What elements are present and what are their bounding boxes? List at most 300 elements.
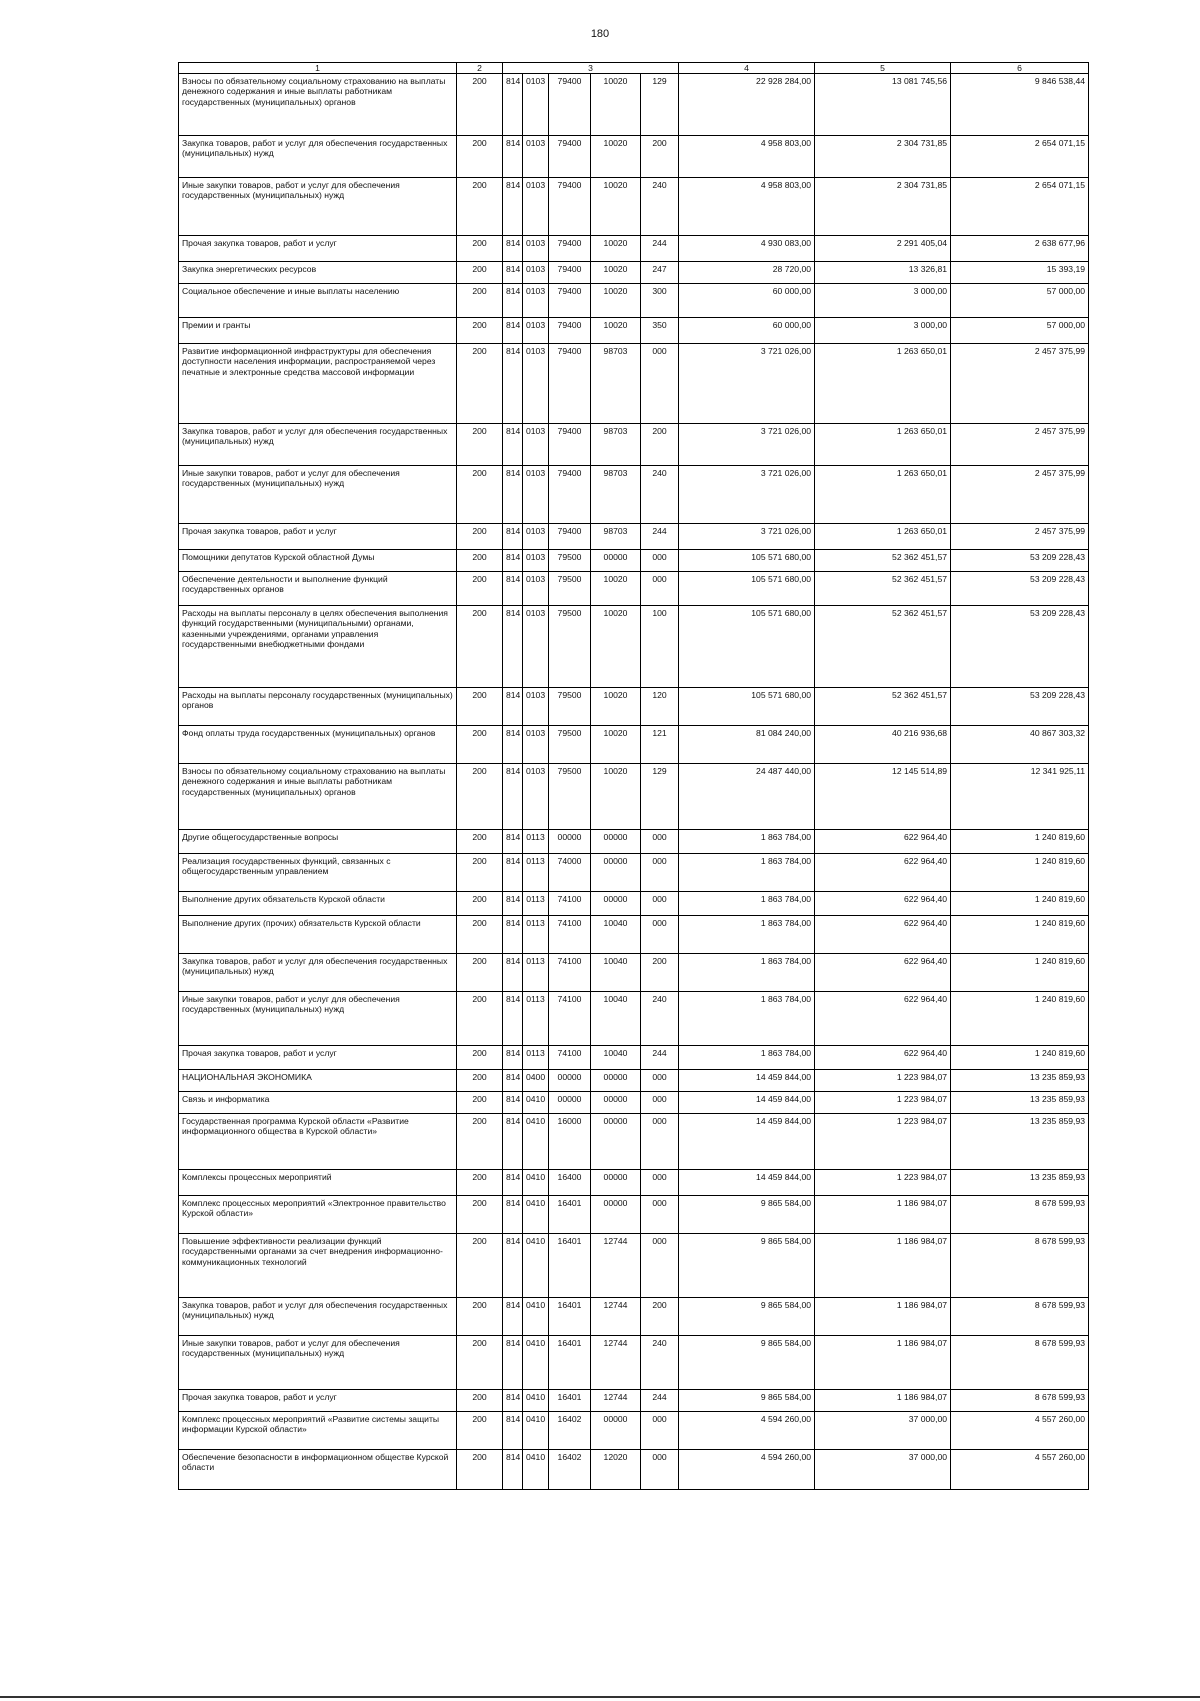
table-row [179,236,1089,262]
col-3-code-a: 814 [503,726,523,764]
col-3-code-e: 200 [641,954,679,992]
col-6-amount: 2 457 375,99 [951,466,1089,524]
col-4-amount: 4 930 083,00 [679,236,815,262]
col-3-code-e: 000 [641,344,679,424]
col-3-code-a: 814 [503,1336,523,1390]
col-3-code-c: 79500 [549,726,591,764]
col-3-code-b: 0103 [523,466,549,524]
col-5-amount: 2 291 405,04 [815,236,951,262]
col-3-code-b: 0410 [523,1114,549,1170]
col-5-amount: 3 000,00 [815,318,951,344]
row-description: Прочая закупка товаров, работ и услуг [179,236,457,262]
col-3-code-a: 814 [503,1412,523,1450]
table-row [179,550,1089,572]
col-2-code: 200 [457,1412,503,1450]
col-3-code-b: 0113 [523,854,549,892]
col-2-code: 200 [457,1046,503,1070]
col-2-code: 200 [457,236,503,262]
table-row [179,764,1089,830]
col-2-code: 200 [457,178,503,236]
row-description: Социальное обеспечение и иные выплаты населению [179,284,457,318]
col-3-code-a: 814 [503,550,523,572]
table-row [179,892,1089,916]
table-row [179,854,1089,892]
col-5-amount: 1 186 984,07 [815,1234,951,1298]
col-3-code-d: 10020 [591,726,641,764]
col-6-amount: 53 209 228,43 [951,572,1089,606]
row-description: Взносы по обязательному социальному страхованию на выплаты денежного содержания и иные выплаты работникам государственных (муниципальных) органов [179,74,457,136]
col-3-code-c: 16402 [549,1412,591,1450]
col-3-code-d: 98703 [591,466,641,524]
col-2-code: 200 [457,688,503,726]
col-3-code-e: 000 [641,854,679,892]
col-3-code-b: 0103 [523,318,549,344]
col-3-code-d: 00000 [591,550,641,572]
col-3-code-c: 79400 [549,344,591,424]
col-3-code-a: 814 [503,1390,523,1412]
col-3-code-b: 0103 [523,136,549,178]
table-row [179,284,1089,318]
col-5-amount: 1 186 984,07 [815,1298,951,1336]
col-3-code-e: 000 [641,1412,679,1450]
table-row [179,606,1089,688]
col-3-code-c: 16400 [549,1170,591,1196]
col-2-code: 200 [457,606,503,688]
table-row [179,916,1089,954]
col-3-code-e: 200 [641,424,679,466]
col-3-code-c: 79400 [549,318,591,344]
col-2-code: 200 [457,954,503,992]
header-col-2: 2 [457,63,503,74]
col-3-code-c: 79500 [549,606,591,688]
col-4-amount: 28 720,00 [679,262,815,284]
row-description: Государственная программа Курской области «Развитие информационного общества в Курской области» [179,1114,457,1170]
col-3-code-e: 240 [641,178,679,236]
header-row [179,63,1089,74]
col-2-code: 200 [457,1234,503,1298]
col-3-code-d: 00000 [591,1070,641,1092]
col-4-amount: 60 000,00 [679,284,815,318]
col-3-code-c: 79500 [549,688,591,726]
table-row [179,1412,1089,1450]
col-3-code-b: 0103 [523,572,549,606]
col-5-amount: 622 964,40 [815,1046,951,1070]
col-5-amount: 622 964,40 [815,830,951,854]
col-3-code-e: 240 [641,1336,679,1390]
col-4-amount: 24 487 440,00 [679,764,815,830]
col-6-amount: 9 846 538,44 [951,74,1089,136]
table-row [179,424,1089,466]
table-row [179,954,1089,992]
col-6-amount: 1 240 819,60 [951,916,1089,954]
col-3-code-c: 74100 [549,992,591,1046]
col-3-code-c: 79400 [549,424,591,466]
col-3-code-b: 0103 [523,550,549,572]
col-3-code-e: 120 [641,688,679,726]
col-3-code-b: 0410 [523,1412,549,1450]
col-3-code-c: 16401 [549,1196,591,1234]
col-3-code-e: 000 [641,892,679,916]
col-3-code-d: 10020 [591,236,641,262]
row-description: Помощники депутатов Курской областной Думы [179,550,457,572]
col-6-amount: 2 654 071,15 [951,136,1089,178]
col-4-amount: 9 865 584,00 [679,1298,815,1336]
col-3-code-c: 79400 [549,524,591,550]
table-row [179,262,1089,284]
col-3-code-a: 814 [503,318,523,344]
col-3-code-e: 244 [641,236,679,262]
col-3-code-c: 79400 [549,262,591,284]
col-3-code-b: 0103 [523,424,549,466]
col-3-code-b: 0410 [523,1298,549,1336]
col-3-code-c: 00000 [549,1092,591,1114]
table-row [179,178,1089,236]
col-3-code-d: 98703 [591,344,641,424]
col-5-amount: 13 326,81 [815,262,951,284]
col-3-code-b: 0113 [523,992,549,1046]
col-3-code-e: 000 [641,550,679,572]
col-3-code-e: 244 [641,524,679,550]
col-3-code-c: 79500 [549,764,591,830]
row-description: Реализация государственных функций, связанных с общегосударственным управлением [179,854,457,892]
header-col-3: 3 [503,63,679,74]
row-description: НАЦИОНАЛЬНАЯ ЭКОНОМИКА [179,1070,457,1092]
col-3-code-c: 79500 [549,550,591,572]
col-4-amount: 3 721 026,00 [679,466,815,524]
header-col-1: 1 [179,63,457,74]
table-row [179,1298,1089,1336]
col-4-amount: 81 084 240,00 [679,726,815,764]
row-description: Иные закупки товаров, работ и услуг для обеспечения государственных (муниципальных) нужд [179,992,457,1046]
col-5-amount: 622 964,40 [815,916,951,954]
row-description: Связь и информатика [179,1092,457,1114]
col-3-code-c: 16000 [549,1114,591,1170]
row-description: Развитие информационной инфраструктуры для обеспечения доступности населения информации, распространяемой через печатные и электронные средства массовой информации [179,344,457,424]
col-2-code: 200 [457,344,503,424]
col-3-code-c: 74100 [549,954,591,992]
table-row [179,1450,1089,1490]
col-3-code-c: 74100 [549,892,591,916]
col-5-amount: 52 362 451,57 [815,606,951,688]
col-3-code-e: 350 [641,318,679,344]
table-row [179,726,1089,764]
row-description: Выполнение других обязательств Курской области [179,892,457,916]
col-3-code-d: 00000 [591,830,641,854]
col-6-amount: 2 638 677,96 [951,236,1089,262]
col-4-amount: 1 863 784,00 [679,916,815,954]
col-5-amount: 1 263 650,01 [815,344,951,424]
col-3-code-a: 814 [503,236,523,262]
col-2-code: 200 [457,1070,503,1092]
col-3-code-d: 12744 [591,1234,641,1298]
col-4-amount: 1 863 784,00 [679,892,815,916]
col-3-code-c: 79400 [549,136,591,178]
col-3-code-a: 814 [503,764,523,830]
col-3-code-a: 814 [503,1298,523,1336]
col-3-code-c: 16401 [549,1390,591,1412]
col-5-amount: 52 362 451,57 [815,688,951,726]
col-3-code-d: 10040 [591,916,641,954]
col-4-amount: 4 958 803,00 [679,178,815,236]
col-3-code-a: 814 [503,1070,523,1092]
col-2-code: 200 [457,1450,503,1490]
col-3-code-a: 814 [503,136,523,178]
col-3-code-d: 10020 [591,572,641,606]
col-3-code-c: 00000 [549,830,591,854]
col-2-code: 200 [457,572,503,606]
col-3-code-a: 814 [503,284,523,318]
col-3-code-b: 0113 [523,830,549,854]
col-3-code-e: 300 [641,284,679,318]
col-4-amount: 9 865 584,00 [679,1336,815,1390]
col-5-amount: 1 223 984,07 [815,1114,951,1170]
col-2-code: 200 [457,136,503,178]
col-4-amount: 1 863 784,00 [679,992,815,1046]
col-2-code: 200 [457,1336,503,1390]
table-row [179,992,1089,1046]
col-4-amount: 14 459 844,00 [679,1092,815,1114]
row-description: Премии и гранты [179,318,457,344]
col-3-code-d: 12744 [591,1298,641,1336]
col-3-code-d: 00000 [591,1170,641,1196]
table-row [179,1070,1089,1092]
col-3-code-e: 000 [641,572,679,606]
col-3-code-a: 814 [503,892,523,916]
col-6-amount: 53 209 228,43 [951,550,1089,572]
col-3-code-b: 0103 [523,74,549,136]
col-3-code-e: 200 [641,1298,679,1336]
col-5-amount: 2 304 731,85 [815,178,951,236]
col-4-amount: 1 863 784,00 [679,954,815,992]
budget-table-container [178,62,1088,1490]
col-3-code-b: 0410 [523,1170,549,1196]
col-3-code-d: 00000 [591,854,641,892]
col-5-amount: 622 964,40 [815,892,951,916]
col-3-code-d: 00000 [591,1092,641,1114]
row-description: Закупка товаров, работ и услуг для обеспечения государственных (муниципальных) нужд [179,954,457,992]
col-4-amount: 4 594 260,00 [679,1450,815,1490]
col-3-code-a: 814 [503,1450,523,1490]
col-3-code-c: 79500 [549,572,591,606]
col-2-code: 200 [457,466,503,524]
col-2-code: 200 [457,1390,503,1412]
row-description: Иные закупки товаров, работ и услуг для обеспечения государственных (муниципальных) нужд [179,178,457,236]
row-description: Иные закупки товаров, работ и услуг для обеспечения государственных (муниципальных) нужд [179,466,457,524]
col-3-code-d: 10020 [591,688,641,726]
col-3-code-c: 79400 [549,74,591,136]
col-5-amount: 1 263 650,01 [815,424,951,466]
col-3-code-e: 244 [641,1046,679,1070]
table-row [179,1390,1089,1412]
header-col-4: 4 [679,63,815,74]
col-5-amount: 622 964,40 [815,954,951,992]
row-description: Прочая закупка товаров, работ и услуг [179,524,457,550]
col-3-code-d: 12744 [591,1390,641,1412]
row-description: Иные закупки товаров, работ и услуг для обеспечения государственных (муниципальных) нужд [179,1336,457,1390]
col-5-amount: 622 964,40 [815,854,951,892]
col-4-amount: 9 865 584,00 [679,1234,815,1298]
col-6-amount: 15 393,19 [951,262,1089,284]
col-3-code-d: 00000 [591,1114,641,1170]
table-row [179,1234,1089,1298]
col-3-code-e: 100 [641,606,679,688]
col-3-code-b: 0103 [523,606,549,688]
col-2-code: 200 [457,550,503,572]
table-row [179,1196,1089,1234]
col-2-code: 200 [457,318,503,344]
col-2-code: 200 [457,1092,503,1114]
col-3-code-e: 000 [641,1070,679,1092]
col-4-amount: 60 000,00 [679,318,815,344]
col-3-code-c: 74100 [549,916,591,954]
col-4-amount: 14 459 844,00 [679,1114,815,1170]
col-3-code-b: 0410 [523,1196,549,1234]
col-3-code-c: 16401 [549,1234,591,1298]
col-3-code-e: 240 [641,992,679,1046]
col-3-code-d: 00000 [591,1412,641,1450]
col-3-code-d: 12020 [591,1450,641,1490]
col-3-code-b: 0103 [523,262,549,284]
col-6-amount: 8 678 599,93 [951,1234,1089,1298]
row-description: Закупка товаров, работ и услуг для обеспечения государственных (муниципальных) нужд [179,424,457,466]
col-4-amount: 14 459 844,00 [679,1070,815,1092]
col-2-code: 200 [457,74,503,136]
col-2-code: 200 [457,424,503,466]
col-4-amount: 9 865 584,00 [679,1196,815,1234]
col-6-amount: 2 457 375,99 [951,344,1089,424]
col-3-code-a: 814 [503,1092,523,1114]
col-3-code-c: 74100 [549,1046,591,1070]
col-6-amount: 12 341 925,11 [951,764,1089,830]
col-3-code-d: 98703 [591,524,641,550]
row-description: Взносы по обязательному социальному страхованию на выплаты денежного содержания и иные выплаты работникам государственных (муниципальных) органов [179,764,457,830]
row-description: Закупка энергетических ресурсов [179,262,457,284]
row-description: Расходы на выплаты персоналу государственных (муниципальных) органов [179,688,457,726]
row-description: Фонд оплаты труда государственных (муниципальных) органов [179,726,457,764]
col-3-code-b: 0410 [523,1234,549,1298]
col-6-amount: 13 235 859,93 [951,1114,1089,1170]
table-row [179,466,1089,524]
col-6-amount: 13 235 859,93 [951,1092,1089,1114]
col-6-amount: 13 235 859,93 [951,1070,1089,1092]
row-description: Комплекс процессных мероприятий «Электронное правительство Курской области» [179,1196,457,1234]
col-4-amount: 1 863 784,00 [679,830,815,854]
col-6-amount: 8 678 599,93 [951,1196,1089,1234]
col-4-amount: 4 594 260,00 [679,1412,815,1450]
row-description: Выполнение других (прочих) обязательств Курской области [179,916,457,954]
table-row [179,1092,1089,1114]
col-3-code-b: 0400 [523,1070,549,1092]
col-3-code-e: 000 [641,1196,679,1234]
col-3-code-a: 814 [503,424,523,466]
col-3-code-b: 0113 [523,916,549,954]
col-3-code-e: 000 [641,1450,679,1490]
col-3-code-a: 814 [503,830,523,854]
col-3-code-a: 814 [503,466,523,524]
col-5-amount: 37 000,00 [815,1412,951,1450]
col-3-code-d: 00000 [591,1196,641,1234]
col-2-code: 200 [457,1114,503,1170]
col-3-code-c: 79400 [549,284,591,318]
col-3-code-e: 000 [641,916,679,954]
col-6-amount: 40 867 303,32 [951,726,1089,764]
col-4-amount: 105 571 680,00 [679,550,815,572]
col-3-code-d: 00000 [591,892,641,916]
col-5-amount: 622 964,40 [815,992,951,1046]
col-4-amount: 9 865 584,00 [679,1390,815,1412]
col-5-amount: 1 223 984,07 [815,1092,951,1114]
col-2-code: 200 [457,830,503,854]
col-6-amount: 1 240 819,60 [951,830,1089,854]
col-6-amount: 13 235 859,93 [951,1170,1089,1196]
col-3-code-d: 10020 [591,318,641,344]
col-3-code-d: 10020 [591,284,641,318]
col-6-amount: 2 457 375,99 [951,424,1089,466]
col-3-code-c: 16401 [549,1336,591,1390]
col-3-code-c: 16402 [549,1450,591,1490]
col-5-amount: 1 186 984,07 [815,1390,951,1412]
col-5-amount: 1 186 984,07 [815,1336,951,1390]
page-bottom-rule [0,1696,1200,1698]
col-6-amount: 1 240 819,60 [951,892,1089,916]
col-5-amount: 52 362 451,57 [815,550,951,572]
col-5-amount: 3 000,00 [815,284,951,318]
col-4-amount: 105 571 680,00 [679,606,815,688]
col-6-amount: 2 654 071,15 [951,178,1089,236]
col-3-code-d: 10020 [591,606,641,688]
budget-table [178,62,1089,1490]
col-3-code-a: 814 [503,1114,523,1170]
col-3-code-c: 79400 [549,466,591,524]
col-3-code-a: 814 [503,606,523,688]
table-row [179,524,1089,550]
col-3-code-a: 814 [503,344,523,424]
col-3-code-a: 814 [503,524,523,550]
col-5-amount: 1 223 984,07 [815,1070,951,1092]
col-3-code-a: 814 [503,854,523,892]
col-3-code-b: 0103 [523,236,549,262]
col-3-code-e: 000 [641,1234,679,1298]
table-row [179,74,1089,136]
col-6-amount: 53 209 228,43 [951,688,1089,726]
col-3-code-b: 0113 [523,1046,549,1070]
col-3-code-e: 240 [641,466,679,524]
col-5-amount: 13 081 745,56 [815,74,951,136]
col-5-amount: 12 145 514,89 [815,764,951,830]
col-3-code-d: 98703 [591,424,641,466]
table-row [179,1046,1089,1070]
table-row [179,830,1089,854]
col-3-code-b: 0113 [523,892,549,916]
col-3-code-b: 0410 [523,1390,549,1412]
col-3-code-b: 0103 [523,178,549,236]
col-3-code-a: 814 [503,1196,523,1234]
col-3-code-b: 0410 [523,1450,549,1490]
row-description: Другие общегосударственные вопросы [179,830,457,854]
row-description: Расходы на выплаты персоналу в целях обеспечения выполнения функций государственными (муниципальными) органами, казенными учреждениями, органами управления государственными внебюджетными фондами [179,606,457,688]
table-row [179,1114,1089,1170]
col-5-amount: 1 186 984,07 [815,1196,951,1234]
row-description: Обеспечение безопасности в информационном обществе Курской области [179,1450,457,1490]
col-3-code-b: 0113 [523,954,549,992]
col-3-code-c: 79400 [549,236,591,262]
col-3-code-d: 10020 [591,262,641,284]
col-3-code-c: 74000 [549,854,591,892]
col-2-code: 200 [457,1298,503,1336]
col-2-code: 200 [457,892,503,916]
col-3-code-d: 10040 [591,954,641,992]
col-4-amount: 1 863 784,00 [679,1046,815,1070]
